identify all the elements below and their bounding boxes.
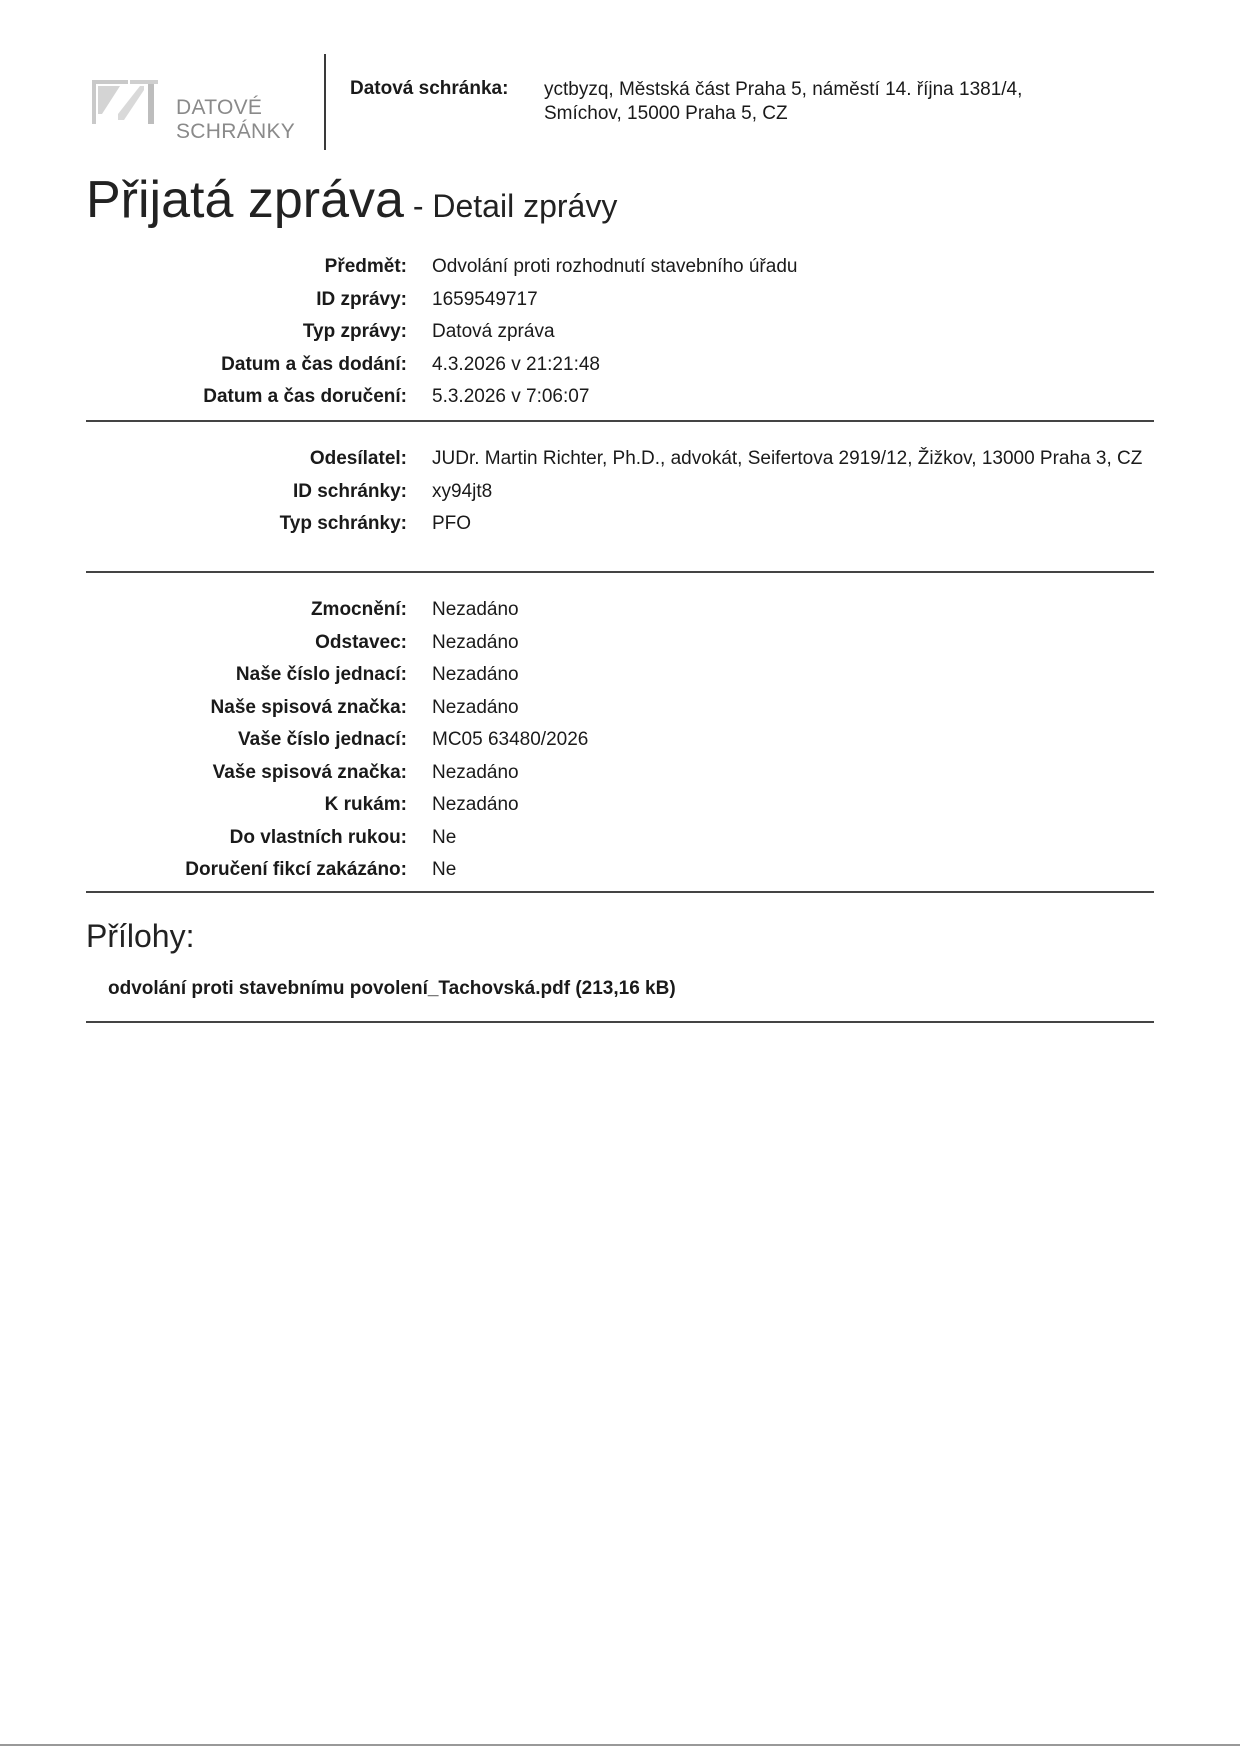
field-row [86, 385, 1156, 409]
field-value: Ne [432, 826, 457, 848]
field-value: Nezadáno [432, 794, 519, 815]
section-divider [86, 420, 1154, 422]
field-value: Nezadáno [432, 599, 519, 620]
header [88, 54, 1148, 150]
field-row [86, 598, 1156, 622]
section-divider [86, 1021, 1154, 1023]
field-row [86, 631, 1156, 655]
details-section [86, 598, 1156, 891]
field-label: Typ zprávy: [302, 321, 407, 342]
field-row [86, 512, 1156, 536]
field-label: K rukám: [324, 794, 407, 815]
field-row [86, 793, 1156, 817]
field-label: Do vlastních rukou: [229, 826, 407, 848]
field-label: Vaše číslo jednací: [238, 729, 407, 750]
sender-section [86, 447, 1156, 545]
field-value: Ne [432, 859, 457, 880]
ds-logo-icon [88, 74, 166, 130]
field-label: ID schránky: [292, 480, 407, 502]
field-label: Naše číslo jednací: [235, 664, 407, 685]
field-row [86, 696, 1156, 720]
attachments-heading: Přílohy: [86, 918, 195, 954]
field-value: 1659549717 [432, 288, 538, 310]
page-bottom-line [0, 1744, 1240, 1746]
field-value: PFO [432, 513, 472, 534]
field-row [86, 353, 1156, 377]
field-row [86, 826, 1156, 850]
field-value: 4.3.2026 v 21:21:48 [432, 353, 600, 375]
mailbox-value: yctbyzq, Městská část Praha 5, náměstí 14. října 1381/4, Smíchov, 15000 Praha 5, CZ [544, 79, 1023, 124]
field-label: Typ schránky: [279, 513, 407, 534]
field-row [86, 447, 1156, 471]
field-label: Doručení fikcí zakázáno: [185, 859, 407, 880]
field-label: ID zprávy: [316, 288, 407, 310]
field-row [86, 255, 1156, 279]
header-divider [324, 54, 326, 150]
section-divider [86, 891, 1154, 893]
field-value: JUDr. Martin Richter, Ph.D., advokát, Seifertova 2919/12, Žižkov, 13000 Praha 3, CZ [432, 448, 1143, 469]
attachment-item[interactable]: odvolání proti stavebnímu povolení_Tachovská.pdf (213,16 kB) [108, 978, 676, 999]
page-title-sub: - Detail zprávy [403, 188, 618, 224]
field-row [86, 480, 1156, 504]
logo-text-line1: DATOVÉ [176, 96, 263, 119]
field-value: 5.3.2026 v 7:06:07 [432, 386, 590, 407]
page-title-main: Přijatá zpráva [86, 171, 404, 229]
field-label: Datum a čas dodání: [221, 353, 407, 375]
field-value: Nezadáno [432, 664, 519, 685]
field-value: xy94jt8 [432, 480, 493, 502]
field-value: Datová zpráva [432, 321, 555, 342]
field-value: MC05 63480/2026 [432, 729, 589, 750]
field-row [86, 761, 1156, 785]
field-label: Vaše spisová značka: [212, 761, 407, 783]
field-row [86, 288, 1156, 312]
field-label: Zmocnění: [310, 599, 407, 620]
field-label: Odstavec: [315, 631, 407, 653]
section-divider [86, 571, 1154, 573]
page-title [86, 170, 617, 230]
field-row [86, 728, 1156, 752]
field-row [86, 320, 1156, 344]
mailbox-label: Datová schránka: [350, 78, 509, 99]
message-info-section [86, 255, 1156, 418]
field-value: Odvolání proti rozhodnutí stavebního úřadu [432, 256, 798, 277]
field-label: Odesílatel: [309, 448, 407, 469]
field-label: Předmět: [324, 256, 407, 277]
field-label: Datum a čas doručení: [203, 386, 407, 407]
field-label: Naše spisová značka: [210, 696, 407, 718]
field-value: Nezadáno [432, 631, 519, 653]
field-row [86, 663, 1156, 687]
logo-text-line2: SCHRÁNKY [176, 120, 296, 143]
field-value: Nezadáno [432, 696, 519, 718]
field-value: Nezadáno [432, 761, 519, 783]
field-row [86, 858, 1156, 882]
datove-schranky-logo [88, 74, 298, 143]
